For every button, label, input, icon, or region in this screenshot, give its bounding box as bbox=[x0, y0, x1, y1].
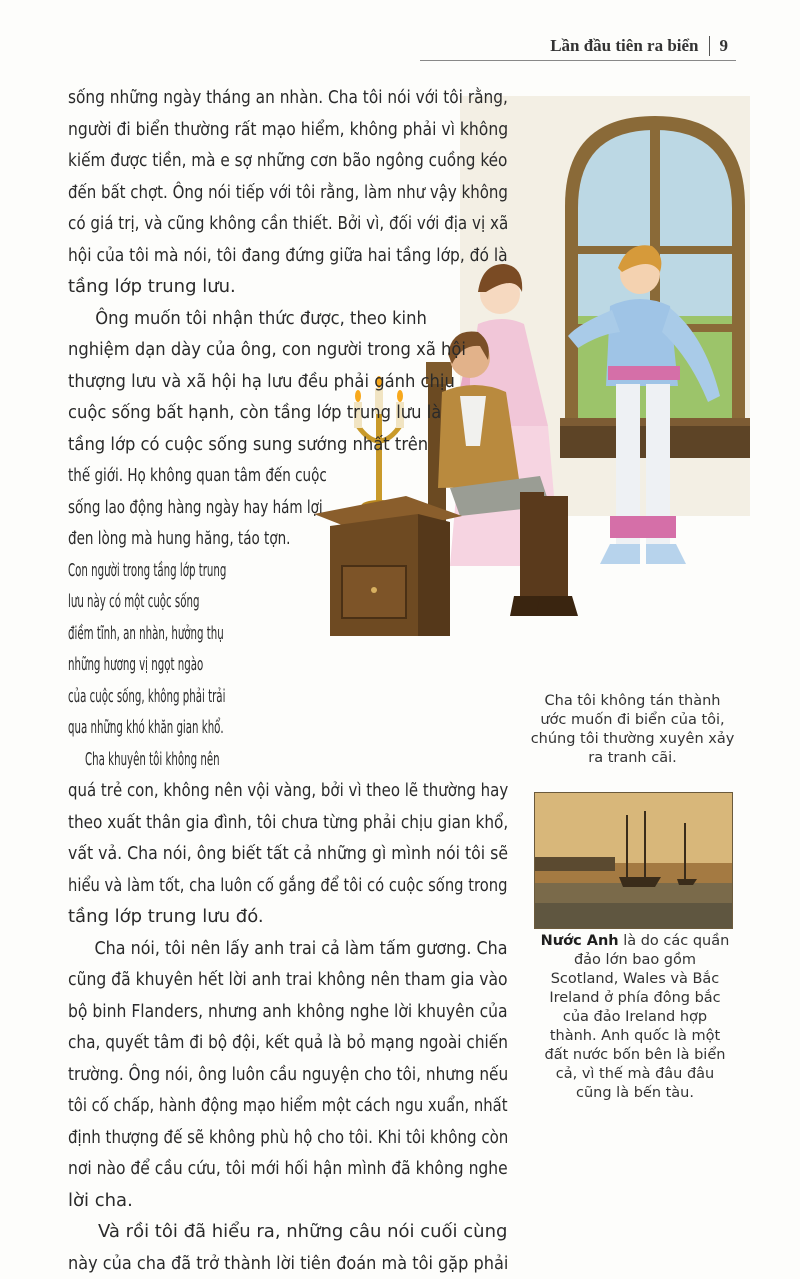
harbor-painting bbox=[534, 792, 733, 929]
body-line: cha, quyết tâm đi bộ đội, kết quả là bỏ mạng ngoài chiến bbox=[68, 1027, 442, 1059]
body-line: điềm tĩnh, an nhàn, hưởng thụ bbox=[68, 618, 318, 650]
body-line: tôi cố chấp, hành động mạo hiểm một cách ngu xuẩn, nhất bbox=[68, 1090, 430, 1122]
header-separator bbox=[709, 36, 710, 56]
body-line: vất vả. Cha nói, ông biết tất cả những gì mình nói tôi sẽ bbox=[68, 838, 453, 870]
body-line: quá trẻ con, không nên vội vàng, bởi vì theo lẽ thường hay bbox=[68, 775, 434, 807]
body-line: người đi biển thường rất mạo hiểm, không phải vì không bbox=[68, 114, 449, 146]
body-line: trường. Ông nói, ông luôn cầu nguyện cho tôi, nhưng nếu bbox=[68, 1059, 442, 1091]
body-line: Ông muốn tôi nhận thức được, theo kinh bbox=[68, 303, 468, 335]
body-line: lời cha. bbox=[68, 1185, 508, 1217]
body-line: nơi nào để cầu cứu, tôi mới hối hận mình đã không nghe bbox=[68, 1153, 448, 1185]
body-line: bộ binh Flanders, nhưng anh không nghe lời khuyên của bbox=[68, 996, 449, 1028]
body-line: tầng lớp trung lưu đó. bbox=[68, 901, 508, 933]
body-line: kiếm được tiền, mà e sợ những cơn bão ngông cuồng kéo bbox=[68, 145, 442, 177]
chapter-title: Lần đầu tiên ra biển bbox=[550, 36, 698, 56]
body-line: thượng lưu và xã hội hạ lưu đều phải gánh chịu bbox=[68, 366, 468, 398]
main-text-column bbox=[68, 82, 508, 1279]
body-line: của cuộc sống, không phải trải bbox=[68, 681, 318, 713]
header-rule bbox=[420, 60, 736, 61]
body-line: nghiệm dạn dày của ông, con người trong xã hội bbox=[68, 334, 468, 366]
caption-bold-term: Nước Anh bbox=[541, 933, 619, 949]
body-line: thế giới. Họ không quan tâm đến cuộc bbox=[68, 460, 398, 492]
body-line: những hương vị ngọt ngào bbox=[68, 649, 318, 681]
body-line: qua những khó khăn gian khổ. bbox=[68, 712, 318, 744]
illustration-caption: Cha tôi không tán thành ước muốn đi biển của tôi, chúng tôi thường xuyên xảy ra tranh cãi. bbox=[530, 692, 735, 768]
body-line: Và rồi tôi đã hiểu ra, những câu nói cuối cùng bbox=[68, 1216, 508, 1248]
caption-rest: là do các quần đảo lớn bao gồm Scotland, Wales và Bắc Ireland ở phía đông bắc của đảo Ireland hợp thành. Anh quốc là một đất nước bốn bên là biển cả, vì thế mà đâu đâu cũng là bến tàu. bbox=[545, 933, 730, 1101]
body-line: này của cha đã trở thành lời tiên đoán mà tôi gặp phải bbox=[68, 1248, 462, 1279]
body-line: hiểu và làm tốt, cha luôn cố gắng để tôi có cuộc sống trong bbox=[68, 870, 428, 902]
running-header bbox=[550, 36, 728, 56]
body-line: Cha khuyên tôi không nên bbox=[68, 744, 318, 776]
body-line: lưu này có một cuộc sống bbox=[68, 586, 318, 618]
body-line: tầng lớp trung lưu. bbox=[68, 271, 508, 303]
body-line: cuộc sống bất hạnh, còn tầng lớp trung lưu là bbox=[68, 397, 468, 429]
painting-caption bbox=[540, 932, 730, 1103]
body-line: Con người trong tầng lớp trung bbox=[68, 555, 318, 587]
body-line: Cha nói, tôi nên lấy anh trai cả làm tấm gương. Cha bbox=[68, 933, 457, 965]
body-line: sống những ngày tháng an nhàn. Cha tôi nói với tôi rằng, bbox=[68, 82, 443, 114]
body-line: định thượng đế sẽ không phù hộ cho tôi. Khi tôi không còn bbox=[68, 1122, 435, 1154]
body-line: đen lòng mà hung hăng, táo tợn. bbox=[68, 523, 398, 555]
body-line: hội của tôi mà nói, tôi đang đứng giữa hai tầng lớp, đó là bbox=[68, 240, 446, 272]
body-line: theo xuất thân gia đình, tôi chưa từng phải chịu gian khổ, bbox=[68, 807, 441, 839]
body-line: sống lao động hàng ngày hay hám lợi bbox=[68, 492, 398, 524]
body-line: có giá trị, và cũng không cần thiết. Bởi vì, đối với địa vị xã bbox=[68, 208, 438, 240]
body-line: tầng lớp có cuộc sống sung sướng nhất trên bbox=[68, 429, 468, 461]
body-line: đến bất chợt. Ông nói tiếp với tôi rằng, làm như vậy không bbox=[68, 177, 434, 209]
page-number: 9 bbox=[720, 36, 729, 56]
body-line: cũng đã khuyên hết lời anh trai không nên tham gia vào bbox=[68, 964, 449, 996]
